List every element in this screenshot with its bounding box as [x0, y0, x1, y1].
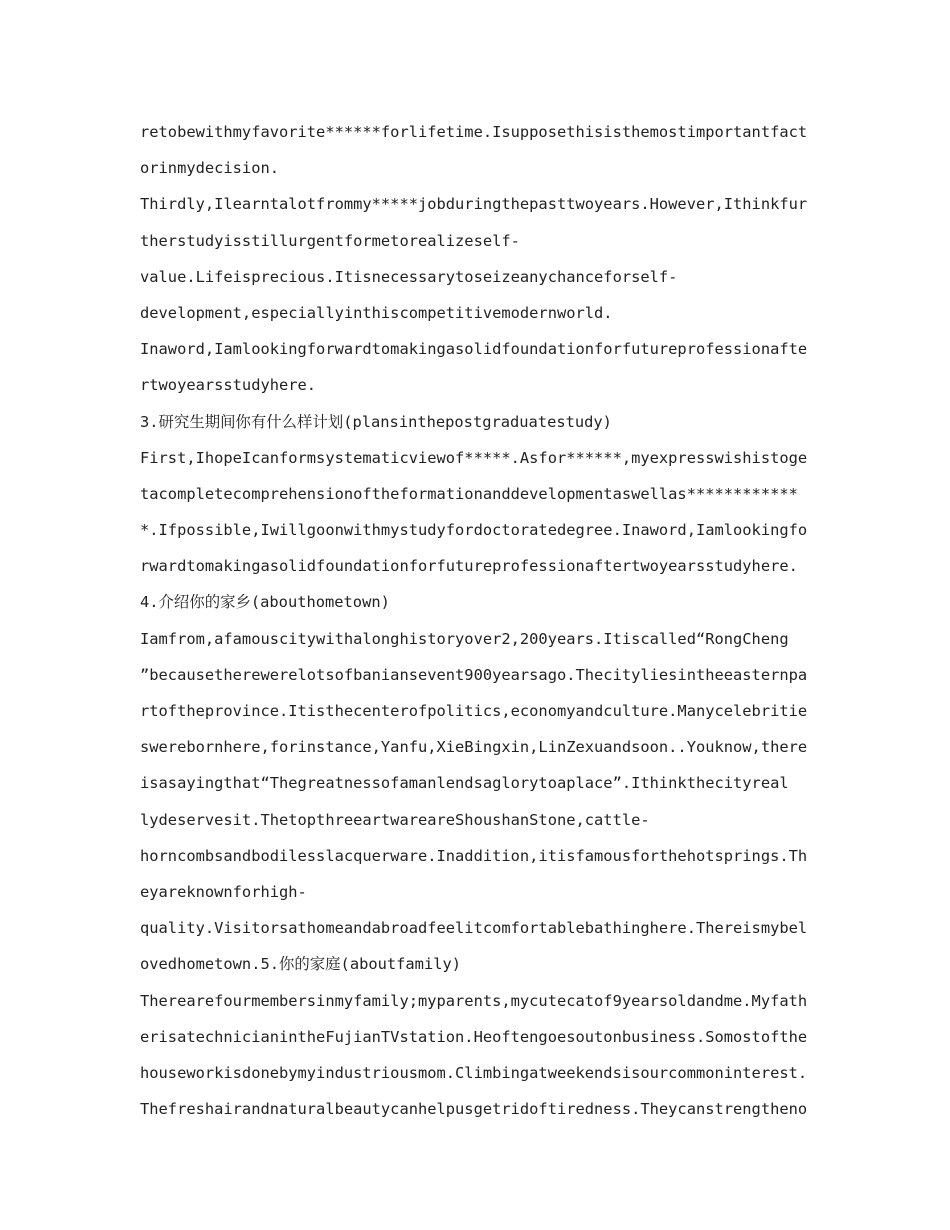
text-line: houseworkisdonebymyindustriousmom.Climbingatweekendsisourcommoninterest.: [140, 1063, 808, 1082]
section-heading-family: ovedhometown.5.你的家庭(aboutfamily): [140, 955, 462, 974]
text-line: development,especiallyinthiscompetitivemodernworld.: [140, 303, 613, 322]
text-line: rtoftheprovince.Itisthecenterofpolitics,economyandculture.Manycelebritie: [140, 702, 808, 720]
text-line: tacompletecomprehensionoftheformationanddevelopmentaswellas************: [140, 484, 798, 503]
section-heading-hometown: 4.介绍你的家乡(abouthometown): [140, 593, 390, 612]
text-line: quality.Visitorsathomeandabroadfeelitcomfortablebathinghere.Thereismybel: [140, 919, 808, 938]
text-line: lydeservesit.ThetopthreeartwareareShoushanStone,cattle-: [140, 810, 650, 829]
text-line: horncombsandbodilesslacquerware.Inaddition,itisfamousforthehotsprings.Th: [140, 846, 808, 865]
text-line: Therearefourmembersinmyfamily;myparents,mycutecatof9yearsoldandme.Myfath: [140, 991, 808, 1010]
text-line: Thirdly,Ilearntalotfrommy*****jobduringthepasttwoyears.However,Ithinkfur: [140, 195, 808, 214]
text-line: eyareknownforhigh-: [140, 882, 307, 901]
document-text: [140, 118, 812, 1131]
text-line: isasayingthat“Thegreatnessofamanlendsaglorytoaplace”.Ithinkthecityreal: [140, 774, 789, 793]
text-line: swerebornhere,forinstance,Yanfu,XieBingxin,LinZexuandsoon..Youknow,there: [140, 738, 808, 757]
text-line: ”becausetherewerelotsofbaniansevent900yearsago.Thecityliesintheeasternpa: [140, 665, 808, 684]
text-line: value.Lifeisprecious.Itisnecessarytoseizeanychanceforself-: [140, 267, 678, 286]
text-line: retobewithmyfavorite******forlifetime.Isupposethisisthemostimportantfact: [140, 123, 808, 141]
text-line: orinmydecision.: [140, 159, 279, 178]
text-line: erisatechnicianintheFujianTVstation.Heoftengoesoutonbusiness.Somostofthe: [140, 1027, 808, 1046]
text-line: Thefreshairandnaturalbeautycanhelpusgetridoftiredness.Theycanstrengtheno: [140, 1100, 808, 1119]
text-line: *.Ifpossible,Iwillgoonwithmystudyfordoctoratedegree.Inaword,Iamlookingfo: [140, 521, 808, 540]
text-line: Inaword,Iamlookingforwardtomakingasolidfoundationforfutureprofessionafte: [140, 340, 808, 359]
text-line: rtwoyearsstudyhere.: [140, 376, 317, 395]
section-heading-plans: 3.研究生期间你有什么样计划(plansinthepostgraduatestudy): [140, 412, 612, 431]
text-line: Iamfrom,afamouscitywithalonghistoryover2,200years.Itiscalled“RongCheng: [140, 629, 789, 648]
text-line: rwardtomakingasolidfoundationforfutureprofessionaftertwoyearsstudyhere.: [140, 557, 798, 576]
text-line: First,IhopeIcanformsystematicviewof*****.Asfor******,myexpresswishistoge: [140, 448, 808, 467]
text-line: therstudyisstillurgentformetorealizeself-: [140, 231, 520, 250]
